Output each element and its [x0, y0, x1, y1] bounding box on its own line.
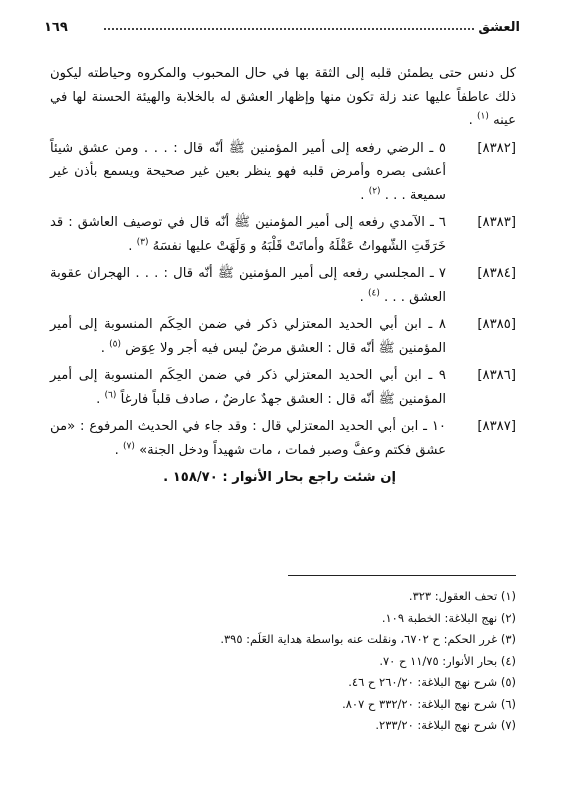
- entry-text-block: ٦ ـ الآمدي رفعه إلى أمير المؤمنين ﷺ أنّه قال في توصيف العاشق : قد خَرَقَتِ الشّهواتُ عَقْلَهُ وأماتَتْ قَلْبَهُ و وَلَهَتْ عليها نفسَهُ $^{(٣)}$ .: [50, 215, 446, 254]
- footnote: (٤) بحار الأنوار: ١١/٧٥ ح ٧٠.: [379, 653, 516, 668]
- entry-text: ٩ ـ ابن أبي الحديد المعتزلي ذكر في ضمن الحِكَم المنسوبة إلى أمير المؤمنين ﷺ أنّه قال : العشق جهدٌ عارضٌ ، صادف قلباً فارغاً: [50, 368, 446, 407]
- footnote-marker: (٧): [123, 441, 135, 452]
- footnote: (٣) غرر الحكم: ح ٦٧٠٢، ونقلت عنه بواسطة هداية العَلَم: ٣٩٥.: [220, 632, 516, 646]
- entry-number: [٨٣٨٢]: [477, 140, 516, 156]
- main-text: [50, 62, 516, 490]
- chapter-title: العشق: [478, 20, 520, 35]
- entry-text-block: ٥ ـ الرضي رفعه إلى أمير المؤمنين ﷺ أنّه قال : . . . ومن عشق شيئاً أعشى بصره وأمرض قلبه فهو ينظر بعين غير صحيحة ويسمع بأذن غير سميعة . . . $^{(٢)}$ .: [50, 140, 446, 203]
- footnote-separator: [288, 575, 516, 576]
- hadith-entry: [50, 364, 516, 411]
- entry-text: ٥ ـ الرضي رفعه إلى أمير المؤمنين ﷺ أنّه قال : . . . ومن عشق شيئاً أعشى بصره وأمرض قلبه فهو ينظر بعين غير صحيحة ويسمع بأذن غير سميعة . . .: [50, 140, 446, 203]
- entry-text-block: ٨ ـ ابن أبي الحديد المعتزلي ذكر في ضمن الحِكَم المنسوبة إلى أمير المؤمنين ﷺ أنّه قال : العشق مرضٌ ليس فيه أجر ولا عِوَض $^{(٥)}$ .: [50, 317, 446, 356]
- footnote: (١) تحف العقول: ٣٢٣.: [408, 589, 516, 603]
- cross-reference: إن شئت راجع بحار الأنوار : ١٥٨/٧٠ .: [163, 470, 396, 485]
- intro-text: كل دنس حتى يطمئن قلبه إلى الثقة بها في حال المحبوب والمكروه وحياطته ليكون ذلك عاطفاً عليها عند زلة تكون منها وإظهار العشق له بالخلابة والهيئة الحسنة لها في عينه: [50, 66, 516, 128]
- footnote-marker: (٦): [104, 390, 117, 401]
- entry-text-block: ٧ ـ المجلسي رفعه إلى أمير المؤمنين ﷺ أنّه قال : . . . الهجران عقوبة العشق . . . $^{(٤)}$ .: [50, 266, 446, 305]
- footnote-marker: (٣): [136, 237, 149, 248]
- footnote-marker: (٥): [109, 339, 121, 350]
- footnote: (٢) نهج البلاغة: الخطبة ١٠٩.: [381, 610, 516, 625]
- hadith-entry: [50, 211, 516, 258]
- hadith-entry: [50, 262, 516, 309]
- footnote-marker: (٢): [368, 186, 381, 197]
- entry-text-block: ٩ ـ ابن أبي الحديد المعتزلي ذكر في ضمن الحِكَم المنسوبة إلى أمير المؤمنين ﷺ أنّه قال : العشق جهدٌ عارضٌ ، صادف قلباً فارغاً $^{(٦)}$ .: [50, 368, 446, 407]
- entry-number: [٨٣٨٦]: [477, 368, 516, 383]
- footnote: (٦) شرح نهج البلاغة: ٣٣٢/٢٠ ح ٨٠٧.: [342, 696, 516, 711]
- footnote: (٥) شرح نهج البلاغة: ٢٦٠/٢٠ ح ٤٦.: [348, 675, 516, 689]
- hadith-entry: [50, 415, 516, 462]
- footnote-marker: (٤): [367, 288, 380, 299]
- entry-text: ١٠ ـ ابن أبي الحديد المعتزلي قال : وقد جاء في الحديث المرفوع : «من عشق فكتم وعفَّ وصبر فمات ، مات شهيداً ودخل الجنة»: [50, 419, 446, 458]
- hadith-entry: [50, 137, 516, 208]
- footnotes: [150, 586, 516, 737]
- entry-text: ٨ ـ ابن أبي الحديد المعتزلي ذكر في ضمن الحِكَم المنسوبة إلى أمير المؤمنين ﷺ أنّه قال : العشق مرضٌ ليس فيه أجر ولا عِوَض: [50, 317, 446, 356]
- entry-text-block: ١٠ ـ ابن أبي الحديد المعتزلي قال : وقد جاء في الحديث المرفوع : «من عشق فكتم وعفَّ وصبر فمات ، مات شهيداً ودخل الجنة» $^{(٧)}$ .: [50, 419, 446, 458]
- running-header: [44, 20, 520, 42]
- entry-number: [٨٣٨٧]: [477, 419, 516, 434]
- page-number: ١٦٩: [44, 20, 68, 35]
- entry-number: [٨٣٨٤]: [477, 266, 516, 281]
- entry-text: ٦ ـ الآمدي رفعه إلى أمير المؤمنين ﷺ أنّه قال في توصيف العاشق : قد خَرَقَتِ الشّهواتُ عَقْلَهُ وأماتَتْ قَلْبَهُ و وَلَهَتْ عليها نفسَهُ: [50, 215, 446, 254]
- hadith-entry: [50, 313, 516, 360]
- footnote-marker: (١): [477, 111, 489, 122]
- intro-paragraph: كل دنس حتى يطمئن قلبه إلى الثقة بها في حال المحبوب والمكروه وحياطته ليكون ذلك عاطفاً عليها عند زلة تكون منها وإظهار العشق له بالخلابة والهيئة الحسنة لها في عينه $^{(١)}$ .: [50, 66, 516, 128]
- entry-text: ٧ ـ المجلسي رفعه إلى أمير المؤمنين ﷺ أنّه قال : . . . الهجران عقوبة العشق . . .: [50, 266, 446, 305]
- footnote: (٧) شرح نهج البلاغة: ٢٣٣/٢٠.: [375, 718, 516, 732]
- entry-number: [٨٣٨٥]: [477, 317, 516, 332]
- entry-number: [٨٣٨٣]: [477, 215, 516, 230]
- header-dot-leader: [104, 28, 474, 30]
